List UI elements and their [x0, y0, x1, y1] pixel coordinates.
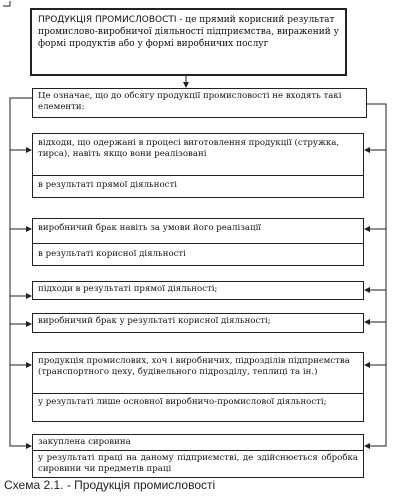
element-text: відходи, що одержані в процесі виготовлення продукції (стружка, тирса), навіть якщо вони реалізовані: [38, 138, 340, 160]
element-text: продукція промислових, хоч і виробничих, підрозділів підприємства (транспортного цеху, будівельного підрозділу, теплиці та ін.): [38, 356, 350, 378]
element-sub: у результаті лише основної виробничо-промислової діяльності;: [33, 393, 363, 411]
element-box-waste: [32, 133, 364, 198]
definition-text: - це прямий корисний результат промислово-виробничої діяльності підприємства, виражений у формі продуктів або у формі виробничих послуг: [38, 15, 339, 49]
arrow-icon: [364, 319, 370, 325]
element-sub: в результаті прямої діяльності: [33, 175, 363, 195]
arrow-icon: [364, 362, 370, 368]
element-box-byproducts: [32, 281, 364, 300]
element-box-defect: [32, 218, 364, 266]
element-sub: у результаті праці на даному підприємстві, де здійснюється обробка сировини чи предметів праці: [33, 450, 363, 478]
intro-text: Це означає, що до обсягу продукції промисловості не входять такі елементи:: [38, 91, 342, 113]
element-text: виробничий брак навіть за умови його реалізації: [38, 223, 262, 233]
definition-term: ПРОДУКЦІЯ ПРОМИСЛОВОСТІ: [38, 15, 177, 25]
element-box-raw-materials: [32, 434, 364, 478]
element-text: виробничий брак у результаті корисної діяльності;: [38, 316, 271, 326]
element-sub: в результаті корисної діяльності: [33, 243, 363, 265]
element-box-auxiliary-units: [32, 352, 364, 422]
arrow-icon: [364, 226, 370, 232]
arrow-icon: [364, 287, 370, 293]
definition-box: [30, 8, 347, 76]
arrow-icon: [364, 443, 370, 449]
element-box-defect-useful: [32, 313, 364, 333]
arrow-icon: [364, 147, 370, 153]
element-text: підходи в результаті прямої діяльності;: [38, 284, 218, 294]
intro-box: [32, 88, 367, 118]
figure-caption: Схема 2.1. - Продукція промисловості: [4, 478, 216, 492]
element-text: закуплена сировина: [38, 437, 131, 447]
